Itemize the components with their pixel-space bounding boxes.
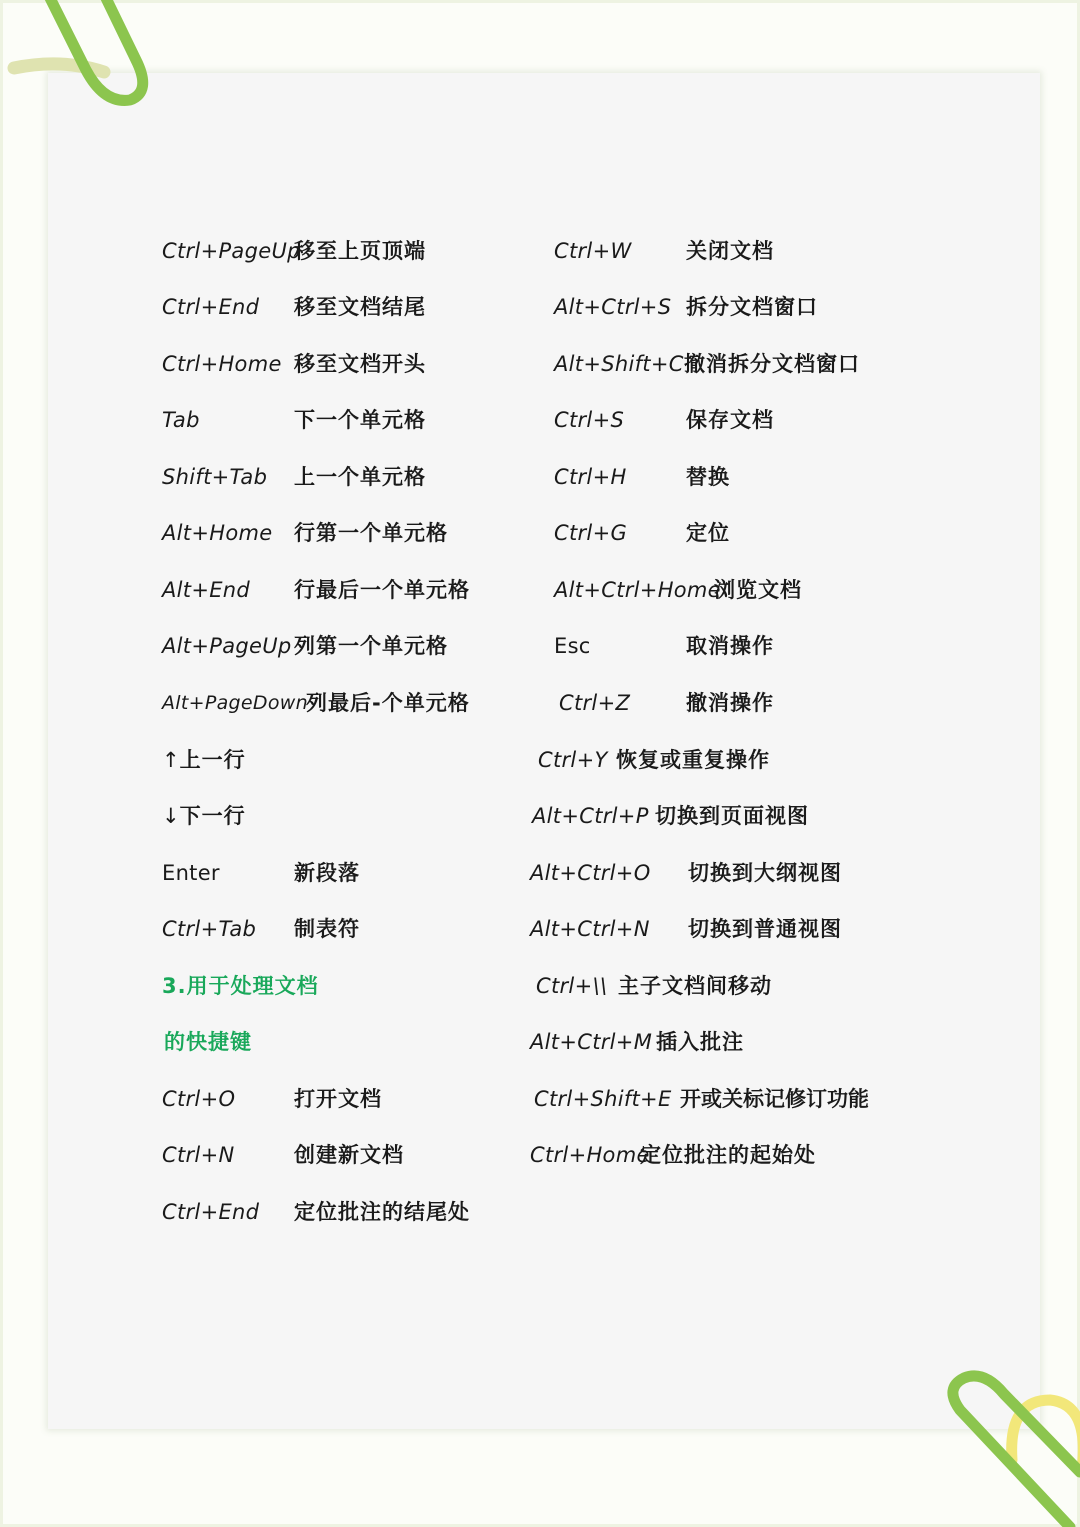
shortcut-key: Enter <box>162 861 220 885</box>
shortcut-desc: 替换 <box>686 465 730 489</box>
shortcut-key: Alt+Home <box>162 521 273 545</box>
shortcut-desc: 移至文档结尾 <box>294 295 426 319</box>
paper-sheet <box>48 73 1040 1429</box>
shortcut-key: Ctrl+\\ <box>536 974 608 998</box>
shortcut-desc: 上一个单元格 <box>294 465 426 489</box>
shortcut-desc: 上一行 <box>179 748 246 772</box>
paperclip-top-left-icon <box>0 0 160 125</box>
section-heading-line1: 3.用于处理文档 <box>162 974 319 998</box>
shortcut-desc: 创建新文档 <box>294 1143 404 1167</box>
shortcut-desc: 撤消操作 <box>686 691 774 715</box>
shortcut-key: Ctrl+Z <box>559 691 631 715</box>
shortcut-desc: 行最后一个单元格 <box>294 578 470 602</box>
shortcut-desc: 保存文档 <box>686 408 774 432</box>
shortcut-key: Alt+Ctrl+S <box>554 295 672 319</box>
shortcut-key: Ctrl+PageUp <box>162 239 301 263</box>
shortcut-key: Ctrl+Tab <box>162 917 257 941</box>
paperclip-bottom-right-icon <box>930 1360 1080 1527</box>
shortcut-desc: 新段落 <box>294 861 360 885</box>
shortcut-key: Ctrl+Y <box>538 748 608 772</box>
shortcut-desc: 移至文档开头 <box>294 352 426 376</box>
shortcut-key: Ctrl+S <box>554 408 625 432</box>
shortcut-desc: 打开文档 <box>294 1087 382 1111</box>
shortcut-desc: 行第一个单元格 <box>294 521 448 545</box>
shortcut-key: Ctrl+W <box>554 239 632 263</box>
shortcut-row-down <box>162 796 246 836</box>
shortcut-desc: 主子文档间移动 <box>618 974 772 998</box>
shortcut-key: Ctrl+Shift+E <box>534 1087 672 1111</box>
shortcut-key: Ctrl+H <box>554 465 627 489</box>
shortcut-key: Ctrl+O <box>162 1087 236 1111</box>
shortcut-desc: 下一个单元格 <box>294 408 426 432</box>
shortcut-desc: 定位批注的结尾处 <box>294 1200 470 1224</box>
shortcut-key: Ctrl+Home <box>530 1143 650 1167</box>
shortcut-desc: 移至上页顶端 <box>294 239 426 263</box>
shortcut-key: Alt+Ctrl+M <box>530 1030 653 1054</box>
shortcut-key: Alt+Ctrl+P <box>532 804 649 828</box>
shortcut-key: Alt+End <box>162 578 251 602</box>
shortcut-key: Alt+PageUp <box>162 634 292 658</box>
shortcut-desc: 插入批注 <box>656 1030 744 1054</box>
up-arrow-icon: ↑ <box>162 748 180 772</box>
shortcut-row <box>162 231 301 271</box>
shortcut-desc: 定位 <box>686 521 730 545</box>
down-arrow-icon: ↓ <box>162 804 180 828</box>
shortcut-key: Shift+Tab <box>162 465 268 489</box>
shortcut-key: Alt+Ctrl+N <box>530 917 650 941</box>
shortcut-desc: 拆分文档窗口 <box>686 295 818 319</box>
shortcut-desc: 切换到大纲视图 <box>688 861 842 885</box>
shortcut-key: Ctrl+End <box>162 1200 260 1224</box>
shortcut-desc: 切换到页面视图 <box>655 804 809 828</box>
shortcut-desc: 取消操作 <box>686 634 774 658</box>
shortcut-key: Esc <box>554 634 591 658</box>
shortcut-desc: 列第一个单元格 <box>294 634 448 658</box>
shortcut-key: Ctrl+N <box>162 1143 235 1167</box>
shortcut-key: Ctrl+G <box>554 521 628 545</box>
shortcut-key: Tab <box>162 408 200 432</box>
section-heading-line2: 的快捷键 <box>164 1030 252 1054</box>
shortcut-key: Alt+PageDown <box>162 692 308 714</box>
shortcut-desc: 列最后-个单元格 <box>306 691 470 715</box>
shortcut-desc: 关闭文档 <box>686 239 774 263</box>
shortcut-row-up <box>162 740 246 780</box>
shortcut-key: Alt+Ctrl+Home <box>554 578 721 602</box>
shortcut-key: Ctrl+End <box>162 295 260 319</box>
shortcut-key: Ctrl+Home <box>162 352 282 376</box>
shortcut-key: Alt+Shift+C <box>554 352 684 376</box>
shortcut-desc: 定位批注的起始处 <box>640 1143 816 1167</box>
shortcut-desc: 切换到普通视图 <box>688 917 842 941</box>
shortcut-desc: 开或关标记修订功能 <box>680 1087 869 1111</box>
shortcut-key: Alt+Ctrl+O <box>530 861 651 885</box>
shortcut-desc: 下一行 <box>179 804 246 828</box>
shortcut-desc: 撤消拆分文档窗口 <box>684 352 860 376</box>
shortcut-desc: 浏览文档 <box>714 578 802 602</box>
shortcut-desc: 恢复或重复操作 <box>616 748 770 772</box>
shortcut-desc: 制表符 <box>294 917 360 941</box>
